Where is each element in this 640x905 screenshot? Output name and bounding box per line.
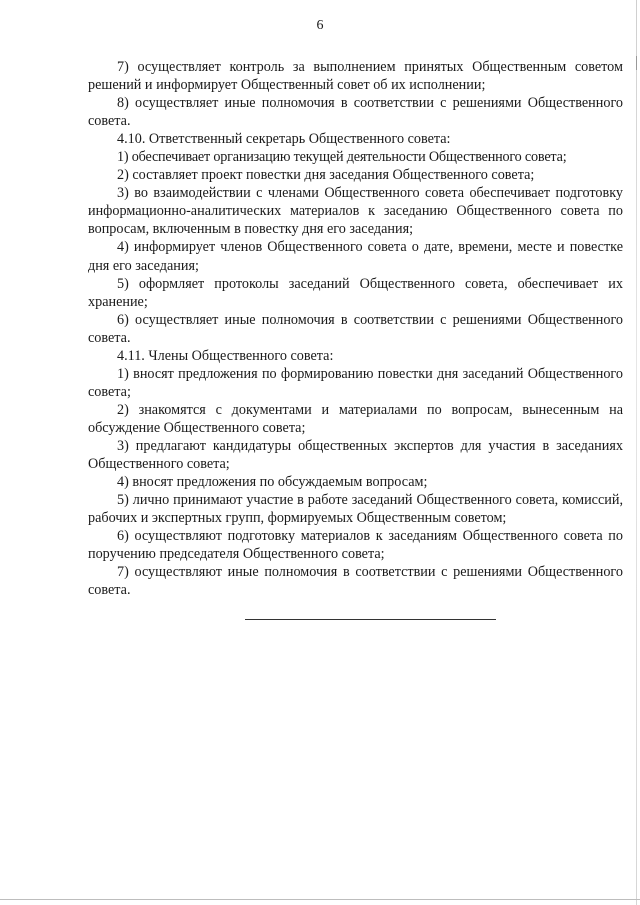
paragraph-members-2: 2) знакомятся с документами и материалами по вопросам, вынесенным на обсуждение Общественного совета;	[88, 401, 623, 436]
paragraph-head-8: 8) осуществляет иные полномочия в соответствии с решениями Общественного совета.	[88, 95, 623, 130]
paragraph-members-4: 4) вносят предложения по обсуждаемым вопросам;	[117, 474, 428, 491]
scan-mark	[636, 56, 637, 70]
paragraph-members-5: 5) лично принимают участие в работе заседаний Общественного совета, комиссий, рабочих и экспертных групп, формируемых Общественным советом;	[88, 492, 623, 527]
page-number: 6	[316, 18, 324, 33]
document-body	[88, 58, 623, 599]
scan-edge-bottom	[0, 899, 640, 900]
paragraph-secretary-4: 4) информирует членов Общественного совета о дате, времени, месте и повестке дня его заседания;	[88, 239, 623, 274]
paragraph-head-7: 7) осуществляет контроль за выполнением принятых Общественным советом решений и информирует Общественный совет об их исполнении;	[88, 59, 623, 94]
paragraph-secretary-1: 1) обеспечивает организацию текущей деятельности Общественного совета;	[117, 149, 567, 166]
paragraph-secretary-2: 2) составляет проект повестки дня заседания Общественного совета;	[117, 167, 535, 184]
paragraph-secretary-3: 3) во взаимодействии с членами Общественного совета обеспечивает подготовку информационно-аналитических материалов к заседанию Общественного совета по вопросам, включенным в повестку дня его заседания;	[88, 185, 623, 238]
section-heading-4-10: 4.10. Ответственный секретарь Общественного совета:	[117, 131, 451, 148]
paragraph-members-3: 3) предлагают кандидатуры общественных экспертов для участия в заседаниях Общественного совета;	[88, 437, 623, 473]
scan-edge-right	[636, 0, 637, 905]
paragraph-members-7: 7) осуществляют иные полномочия в соответствии с решениями Общественного совета.	[88, 564, 623, 599]
paragraph-secretary-6: 6) осуществляет иные полномочия в соответствии с решениями Общественного совета.	[88, 311, 623, 346]
paragraph-members-1: 1) вносят предложения по формированию повестки дня заседаний Общественного совета;	[88, 365, 623, 400]
end-separator-line	[245, 619, 496, 620]
paragraph-members-6: 6) осуществляют подготовку материалов к заседаниям Общественного совета по поручению председателя Общественного совета;	[88, 528, 623, 563]
paragraph-secretary-5: 5) оформляет протоколы заседаний Общественного совета, обеспечивает их хранение;	[88, 275, 623, 310]
section-heading-4-11: 4.11. Члены Общественного совета:	[117, 347, 334, 364]
